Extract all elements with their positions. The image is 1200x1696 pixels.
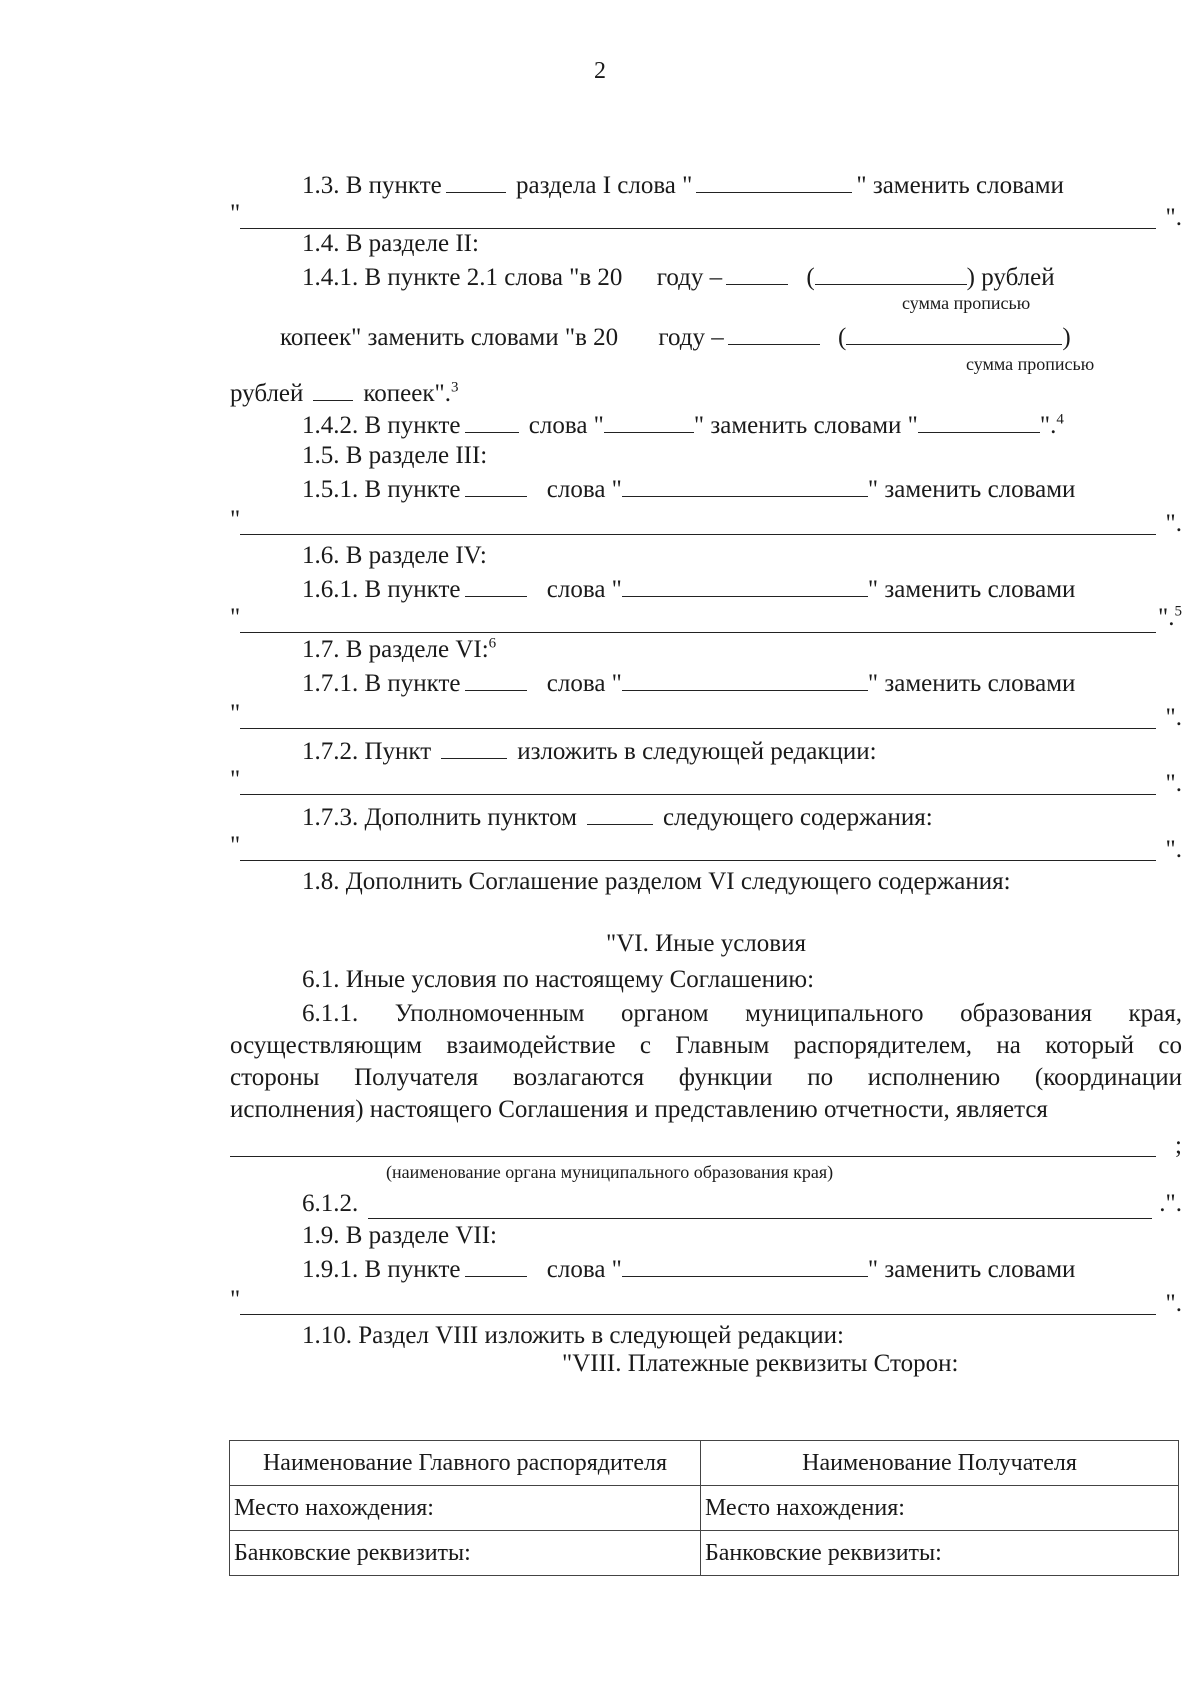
table-cell: Место нахождения: [701,1486,1179,1531]
item-1-4: 1.4. В разделе II: [302,230,479,257]
blank [587,802,653,825]
item-6-1-1-line-4: исполнения) настоящего Соглашения и представлению отчетности, является [230,1096,1048,1123]
item-1-7-1-fill-line: " ". [230,700,1182,731]
item-1-3: 1.3. В пункте раздела I слова " " заменить словами [302,172,1064,199]
item-1-3-fill-line: " ". [230,200,1182,231]
blank [622,474,868,497]
item-1-5-1-fill-line: " ". [230,506,1182,537]
blank [622,668,868,691]
item-1-10: 1.10. Раздел VIII изложить в следующей редакции: [302,1322,844,1349]
page-number: 2 [594,58,606,84]
item-1-6-1: 1.6.1. В пункте слова " " заменить словами [302,576,1076,603]
item-6-1-1-fill-line: ; [230,1128,1182,1162]
item-1-4-1-cont: копеек" заменить словами "в 20 году – ( ) [280,324,1071,351]
item-1-4-1-end: рублей копеек".$^3$ [230,379,459,407]
item-1-8: 1.8. Дополнить Соглашение разделом VI следующего содержания: [302,868,1011,895]
item-1-4-1: 1.4.1. В пункте 2.1 слова "в 20 году – ( ) рублей [302,264,1055,291]
blank [622,1254,868,1277]
blank [918,410,1040,433]
blank [846,322,1062,345]
table-cell: Банковские реквизиты: [230,1531,701,1576]
blank [726,262,788,285]
item-1-7-2: 1.7.2. Пункт изложить в следующей редакции: [302,738,877,765]
item-1-7-2-fill-line: " ". [230,766,1182,797]
section-6-title: "VI. Иные условия [606,930,806,957]
item-6-1-1-line-3: стороны Получателя возлагаются функции по исполнению (координации [230,1064,1182,1091]
blank [465,474,527,497]
blank [728,322,820,345]
blank [465,574,527,597]
blank [815,262,967,285]
table-row [230,1486,1179,1531]
item-6-1-2: 6.1.2. .". [302,1190,1182,1217]
item-1-7-3: 1.7.3. Дополнить пунктом следующего содержания: [302,804,933,831]
caption-municipal-body-name: (наименование органа муниципального образования края) [386,1162,834,1182]
blank [441,736,507,759]
item-1-7-3-fill-line: " ". [230,832,1182,863]
item-1-6-1-fill-line: " ".$^5$ [230,603,1182,631]
blank [622,574,868,597]
table-cell: Место нахождения: [230,1486,701,1531]
blank [696,170,852,193]
blank [465,668,527,691]
section-8-title: "VIII. Платежные реквизиты Сторон: [562,1350,959,1377]
blank [313,378,353,401]
item-1-5: 1.5. В разделе III: [302,442,488,469]
header-cell-recipient: Наименование Получателя [701,1441,1179,1486]
header-cell-chief-administrator: Наименование Главного распорядителя [230,1441,701,1486]
blank [465,1254,527,1277]
item-1-9-1-fill-line: " ". [230,1286,1182,1317]
item-1-9-1: 1.9.1. В пункте слова " " заменить словами [302,1256,1076,1283]
table-cell: Банковские реквизиты: [701,1531,1179,1576]
table-header-row [230,1441,1179,1486]
blank [604,410,694,433]
caption-sum-in-words: сумма прописью [966,354,1095,374]
item-1-7-1: 1.7.1. В пункте слова " " заменить словами [302,670,1076,697]
item-1-4-2: 1.4.2. В пункте слова " " заменить словами " ".$^4$ [302,411,1064,439]
payment-details-table [229,1440,1179,1576]
item-6-1-1-line-2: осуществляющим взаимодействие с Главным распорядителем, на который со [230,1032,1182,1059]
blank [446,170,506,193]
item-1-7: 1.7. В разделе VI:$^6$ [302,635,497,663]
item-6-1: 6.1. Иные условия по настоящему Соглашению: [302,966,815,993]
blank [465,410,519,433]
caption-sum-in-words: сумма прописью [902,293,1031,313]
item-1-9: 1.9. В разделе VII: [302,1222,497,1249]
item-6-1-1-line-1: 6.1.1. Уполномоченным органом муниципального образования края, [302,1000,1182,1027]
item-1-5-1: 1.5.1. В пункте слова " " заменить словами [302,476,1076,503]
table-row [230,1531,1179,1576]
item-1-6: 1.6. В разделе IV: [302,542,487,569]
